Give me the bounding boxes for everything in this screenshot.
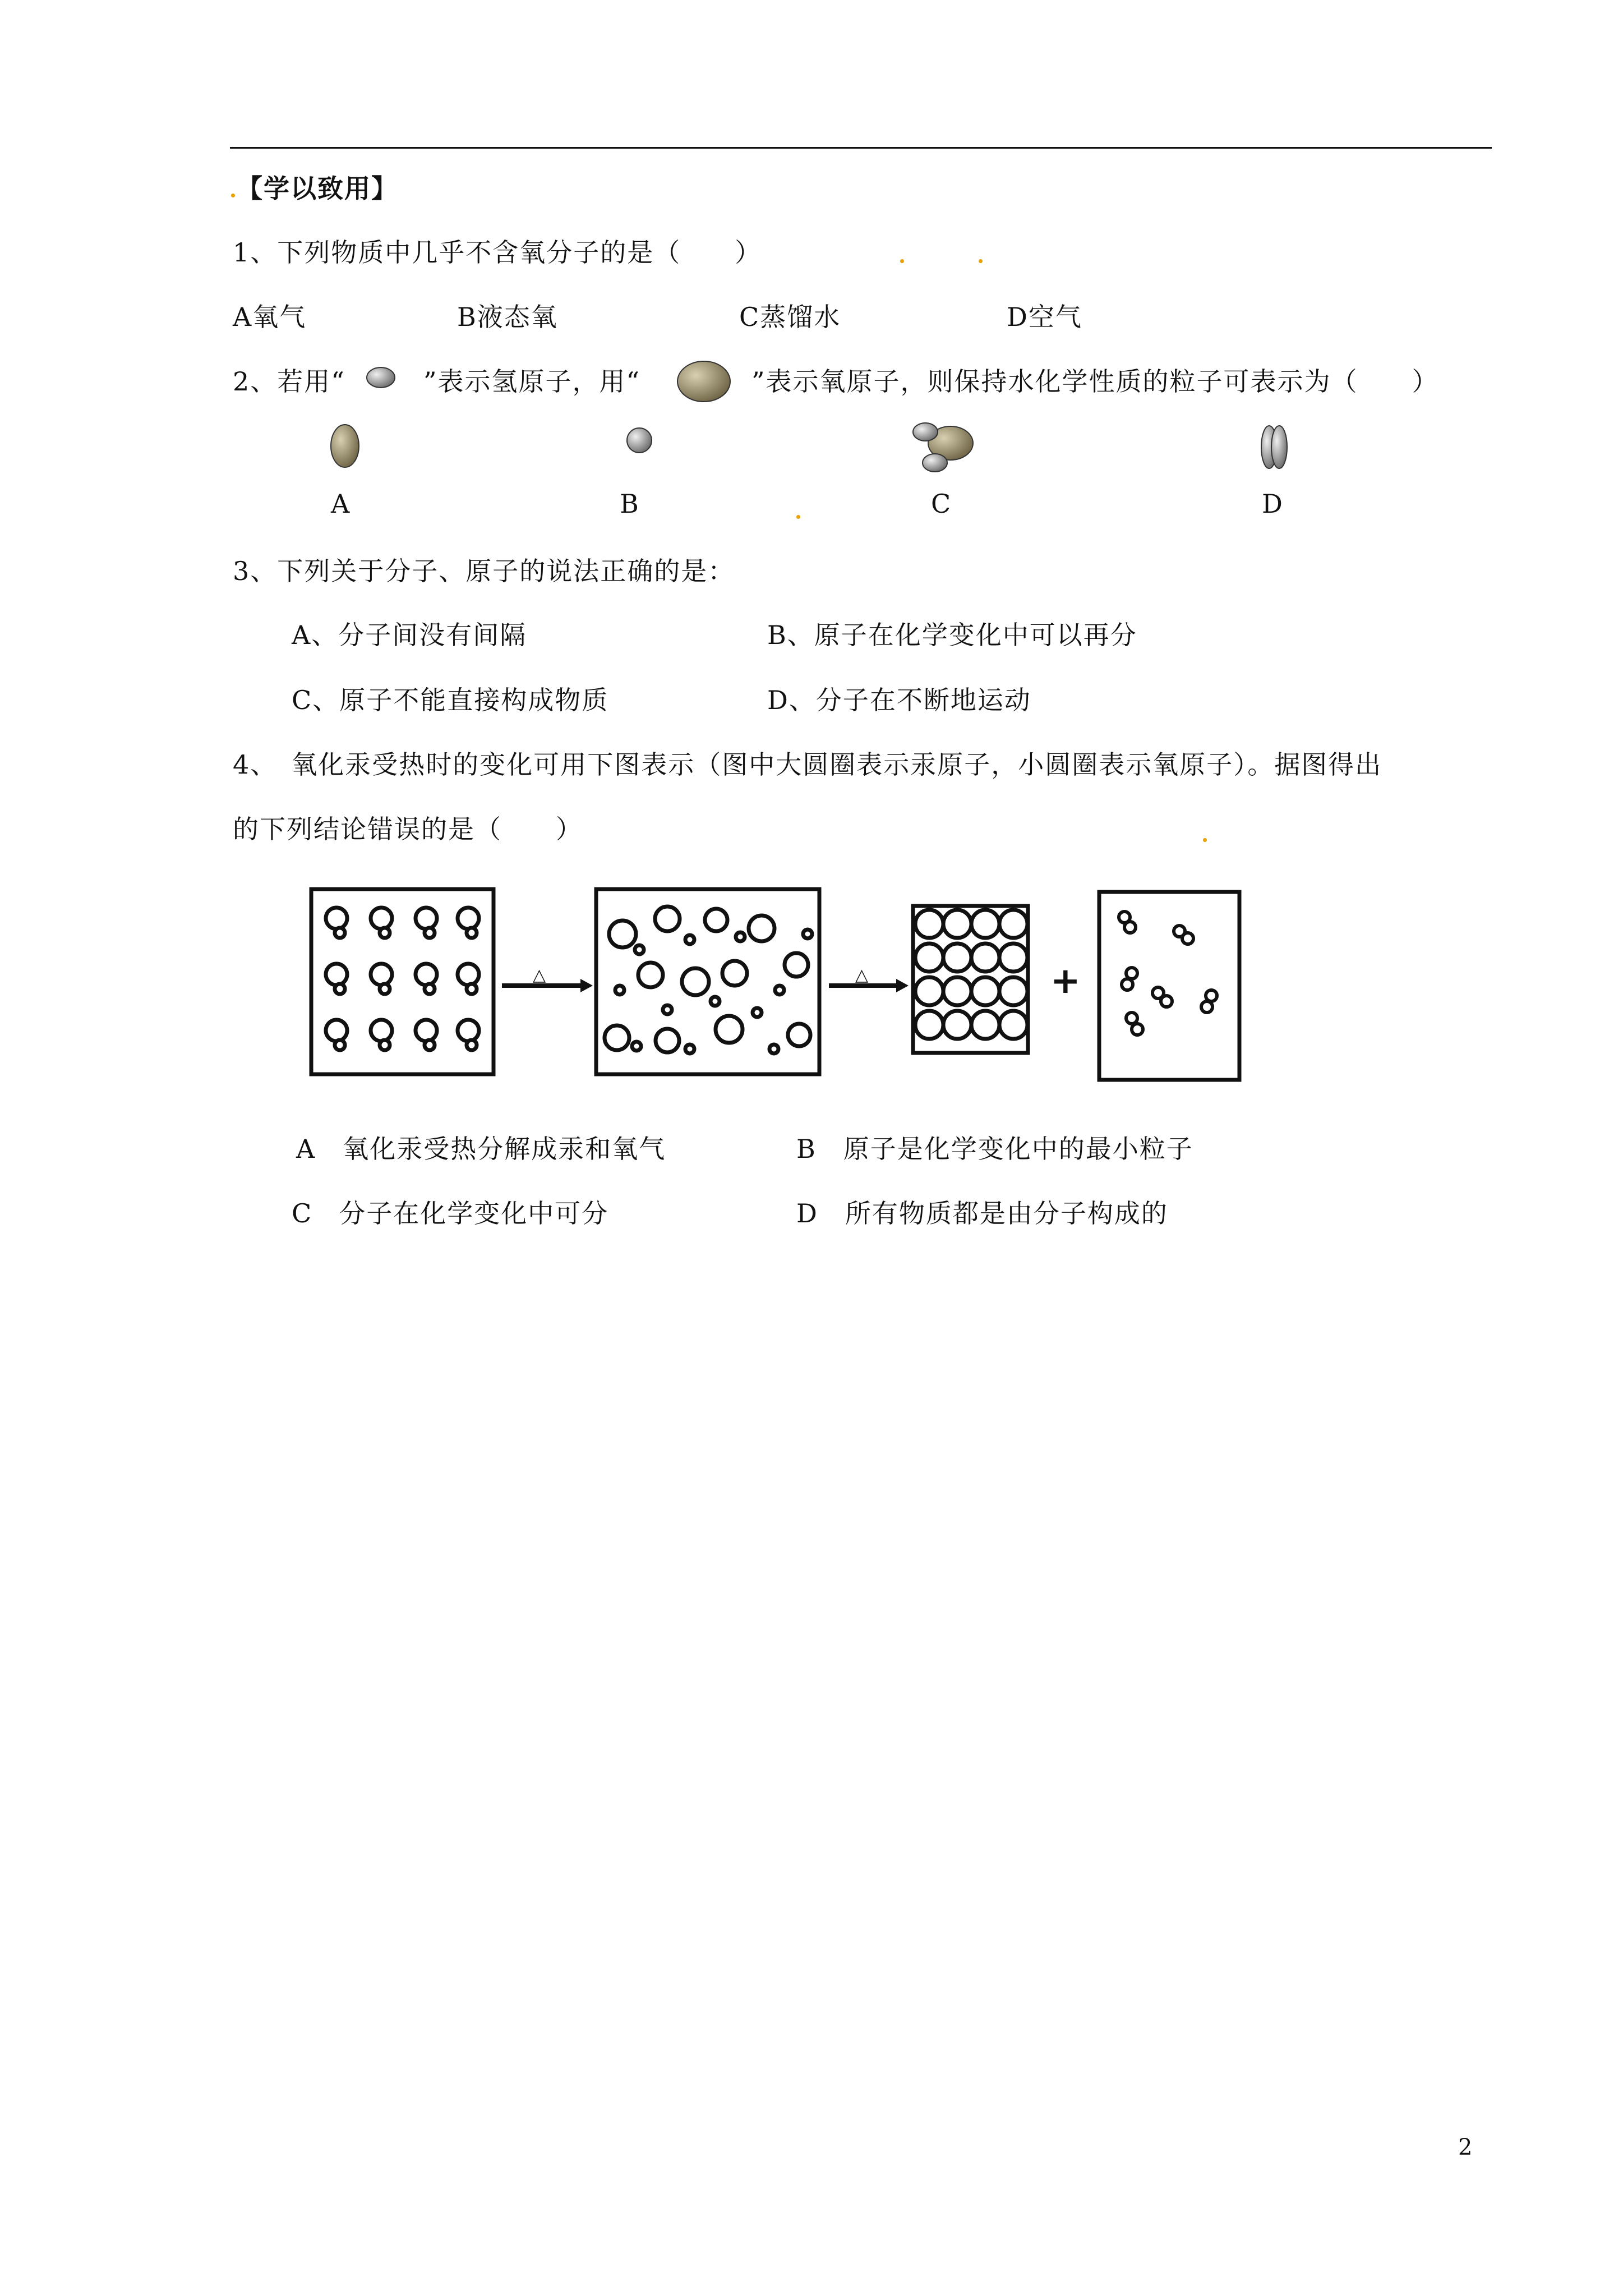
mercury-atoms (915, 910, 1027, 1039)
q3-option-c: C、原子不能直接构成物质 (292, 685, 609, 715)
q4-option-a: A 氧化汞受热分解成汞和氧气 (296, 1134, 666, 1164)
page-number: 2 (1458, 2134, 1473, 2160)
q2-option-label-a: A (331, 489, 351, 519)
q2-option-label-d: D (1262, 489, 1284, 519)
decorative-dot (1203, 838, 1207, 842)
mercuric-oxide-molecules (326, 908, 479, 1050)
q2-option-a-oxygen-molecule-icon (328, 421, 362, 471)
decorative-dot (979, 259, 983, 263)
decorative-dot (231, 194, 235, 197)
q3-option-a: A、分子间没有间隔 (292, 620, 527, 650)
oxygen-molecules (1119, 912, 1217, 1035)
hydrogen-atom-icon (366, 364, 399, 392)
heat-symbol: △ (533, 965, 546, 985)
q2-stem-part1: 2、若用“ (233, 366, 345, 397)
plus-sign: + (1050, 960, 1081, 1002)
q2-option-b-hydrogen-atom-icon (623, 424, 656, 457)
header-rule (230, 147, 1492, 149)
q2-option-label-c: C (931, 489, 952, 519)
q1-option-b: B液态氧 (457, 302, 558, 332)
q2-option-label-b: B (620, 489, 640, 519)
q3-option-d: D、分子在不断地运动 (767, 685, 1031, 715)
q1-option-a: A氧气 (233, 302, 307, 332)
q4-stem-line2: 的下列结论错误的是（ ） (233, 814, 583, 844)
q2-option-c-water-molecule-icon (911, 415, 979, 477)
decorative-dot (900, 259, 904, 263)
q2-stem-part3: ”表示氧原子，则保持水化学性质的粒子可表示为（ ） (751, 366, 1439, 397)
q2-stem-part2: ”表示氢原子，用“ (423, 366, 641, 397)
q3-option-b: B、原子在化学变化中可以再分 (767, 620, 1137, 650)
q3-stem: 3、下列关于分子、原子的说法正确的是： (233, 556, 735, 586)
q4-option-c: C 分子在化学变化中可分 (292, 1198, 609, 1228)
q4-option-b: B 原子是化学变化中的最小粒子 (796, 1134, 1193, 1164)
q1-option-c: C蒸馏水 (739, 302, 841, 332)
q4-mercuric-oxide-decomposition-diagram (303, 881, 1245, 1083)
q1-stem: 1、下列物质中几乎不含氧分子的是（ ） (233, 237, 762, 268)
q2-option-d-hydrogen-molecule-icon (1255, 422, 1294, 475)
section-title: 【学以致用】 (237, 173, 398, 204)
separated-atoms (605, 907, 812, 1053)
q1-option-d: D空气 (1007, 302, 1082, 332)
q4-option-d: D 所有物质都是由分子构成的 (796, 1198, 1168, 1228)
oxygen-atom-icon (676, 359, 732, 404)
heat-symbol: △ (855, 965, 869, 985)
q4-stem-line1: 4、 氧化汞受热时的变化可用下图表示（图中大圆圈表示汞原子，小圆圈表示氧原子）。据图得出 (233, 749, 1382, 780)
decorative-dot (796, 515, 800, 519)
